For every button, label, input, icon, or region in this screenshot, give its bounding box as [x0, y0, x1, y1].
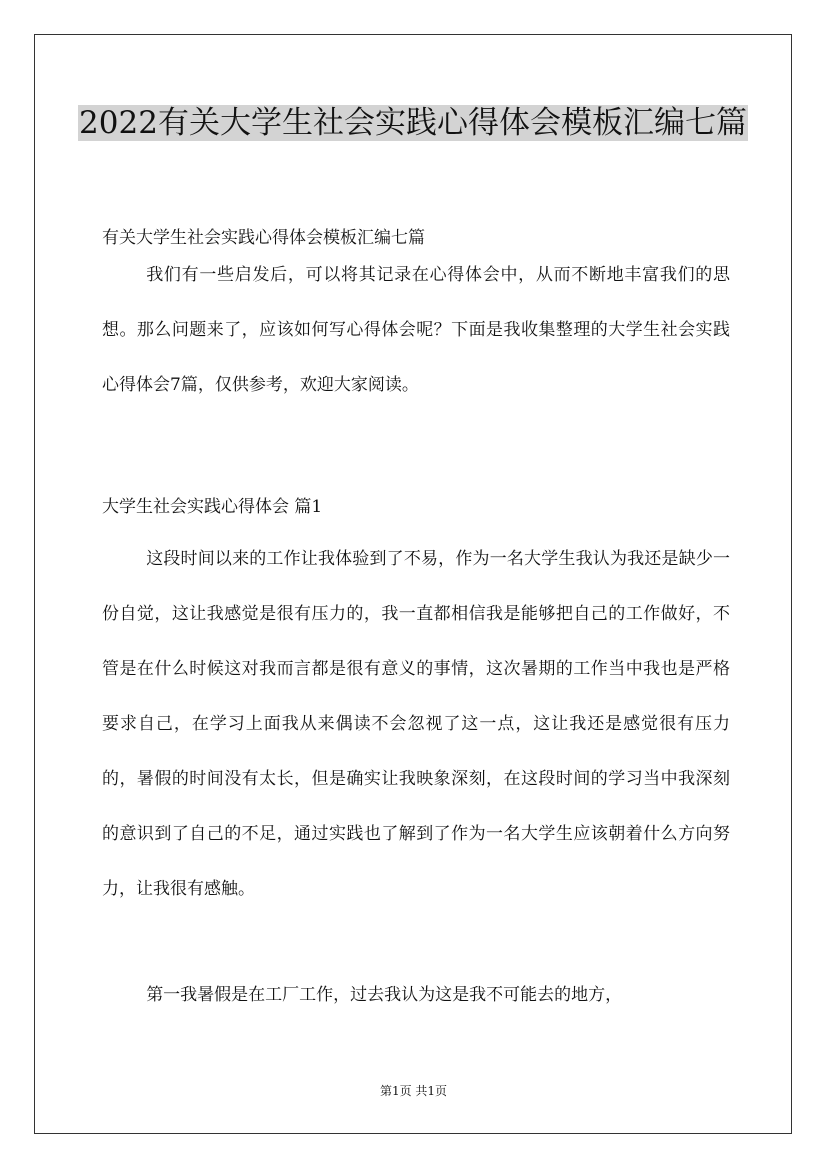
page-number: 第1页 共1页 — [379, 1084, 448, 1098]
section-heading: 大学生社会实践心得体会 篇1 — [102, 497, 323, 517]
intro-paragraph: 我们有一些启发后，可以将其记录在心得体会中，从而不断地丰富我们的思想。那么问题来了，应该如何写心得体会呢？下面是我收集整理的大学生社会实践心得体会7篇，仅供参考，欢迎大家阅读。 — [102, 265, 730, 395]
document-title — [68, 100, 758, 146]
document-title-text: 2022有关大学生社会实践心得体会模板汇编七篇 — [79, 105, 747, 141]
body-paragraph: 这段时间以来的工作让我体验到了不易，作为一名大学生我认为我还是缺少一份自觉，这让我感觉是很有压力的，我一直都相信我是能够把自己的工作做好，不管是在什么时候这对我而言都是很有意义的事情，这次暑期的工作当中我也是严格要求自己，在学习上面我从来偶读不会忽视了这一点，这让我还是感觉很有压力的，暑假的时间没有太长，但是确实让我映象深刻，在这段时间的学习当中我深刻的意识到了自己的不足，通过实践也了解到了作为一名大学生应该朝着什么方向努力，让我很有感触。 — [102, 549, 730, 899]
body-paragraph: 第一我暑假是在工厂工作，过去我认为这是我不可能去的地方， — [146, 985, 623, 1005]
document-subtitle: 有关大学生社会实践心得体会模板汇编七篇 — [102, 228, 425, 248]
